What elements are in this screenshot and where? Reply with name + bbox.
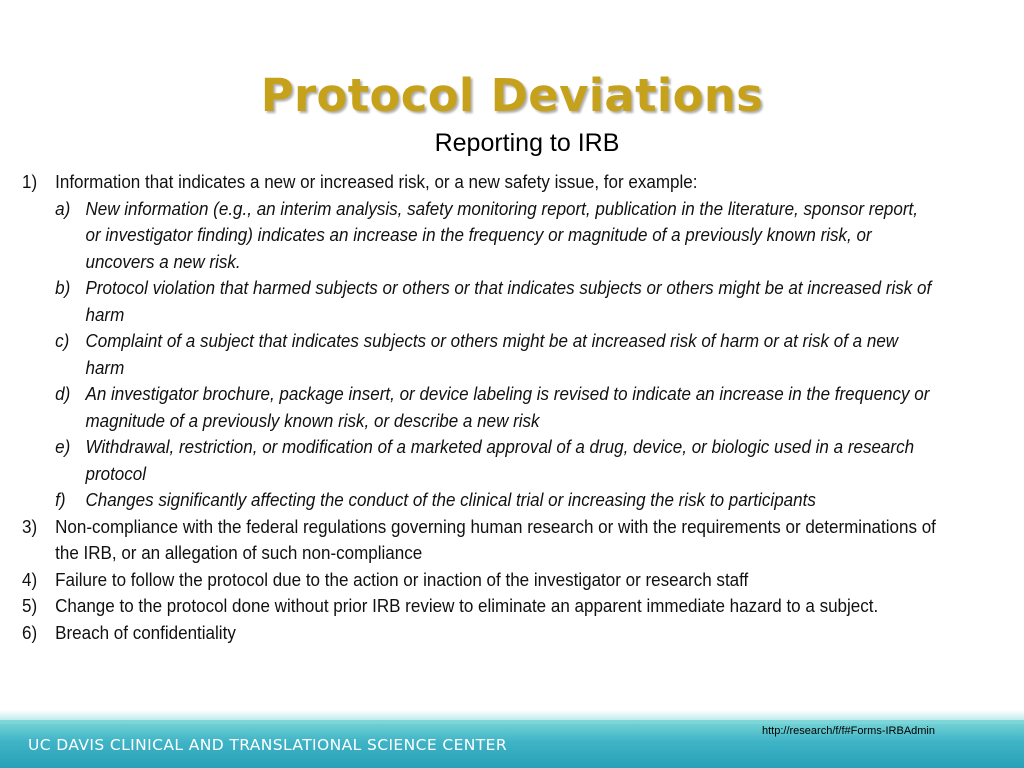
list-item-text: Information that indicates a new or increased risk, or a new safety issue, for example: xyxy=(55,171,698,192)
list-item xyxy=(22,567,937,594)
sub-list-item-letter: c) xyxy=(55,330,70,351)
sub-list-item-letter: e) xyxy=(55,436,71,457)
list-item-number: 5) xyxy=(22,595,38,616)
list-item xyxy=(22,514,937,567)
list-item-text: Change to the protocol done without prior IRB review to eliminate an apparent immediate hazard to a subject. xyxy=(55,595,879,616)
sub-list-item-text: New information (e.g., an interim analysis, safety monitoring report, publication in the literature, sponsor report, or investigator finding) indicates an increase in the frequency or magnitude of a previously known risk, or uncovers a new risk. xyxy=(85,197,918,272)
list-item-text: Breach of confidentiality xyxy=(55,621,236,643)
slide-subtitle: Reporting to IRB xyxy=(434,129,620,157)
sub-list-item-text: An investigator brochure, package insert, or device labeling is revised to indicate an increase in the frequency or magnitude of a previously known risk, or describe a new risk xyxy=(85,383,930,431)
sub-list-item xyxy=(22,434,937,487)
sub-list-item-letter: b) xyxy=(55,277,71,298)
sub-list-item-letter: f) xyxy=(55,489,66,510)
sub-list-item xyxy=(22,196,937,276)
sub-list-item xyxy=(22,381,937,434)
list-item xyxy=(22,593,937,620)
sub-list-item xyxy=(22,328,937,381)
sub-list-item-letter: d) xyxy=(55,383,71,404)
sub-list-item-text: Protocol violation that harmed subjects or others or that indicates subjects or others might be at increased risk of harm xyxy=(85,277,932,325)
list-item-number: 3) xyxy=(22,515,38,537)
list-item-number: 6) xyxy=(22,621,38,643)
list-item xyxy=(22,169,937,196)
list-item-text: Failure to follow the protocol due to the action or inaction of the investigator or research staff xyxy=(55,568,749,590)
list-item-text: Non-compliance with the federal regulations governing human research or with the requirements or determinations of the IRB, or an allegation of such non-compliance xyxy=(55,515,936,563)
footer-organization: UC DAVIS CLINICAL AND TRANSLATIONAL SCIENCE CENTER xyxy=(28,736,507,754)
sub-list-item xyxy=(22,487,937,514)
deviation-list xyxy=(22,169,937,646)
slide-title: Protocol Deviations xyxy=(260,69,764,122)
list-item xyxy=(22,620,937,647)
list-item-number: 4) xyxy=(22,568,38,590)
sub-list-item-text: Changes significantly affecting the conduct of the clinical trial or increasing the risk to participants xyxy=(85,489,816,510)
sub-list-item xyxy=(22,275,937,328)
sub-list-item-text: Complaint of a subject that indicates subjects or others might be at increased risk of harm or at risk of a new harm xyxy=(85,330,899,378)
list-item-number: 1) xyxy=(22,171,38,192)
footer-url[interactable]: http://research/f/f#Forms-IRBAdmin xyxy=(762,725,935,737)
sub-list-item-text: Withdrawal, restriction, or modification of a marketed approval of a drug, device, or biologic used in a research protocol xyxy=(85,436,915,484)
sub-list-item-letter: a) xyxy=(55,197,71,219)
